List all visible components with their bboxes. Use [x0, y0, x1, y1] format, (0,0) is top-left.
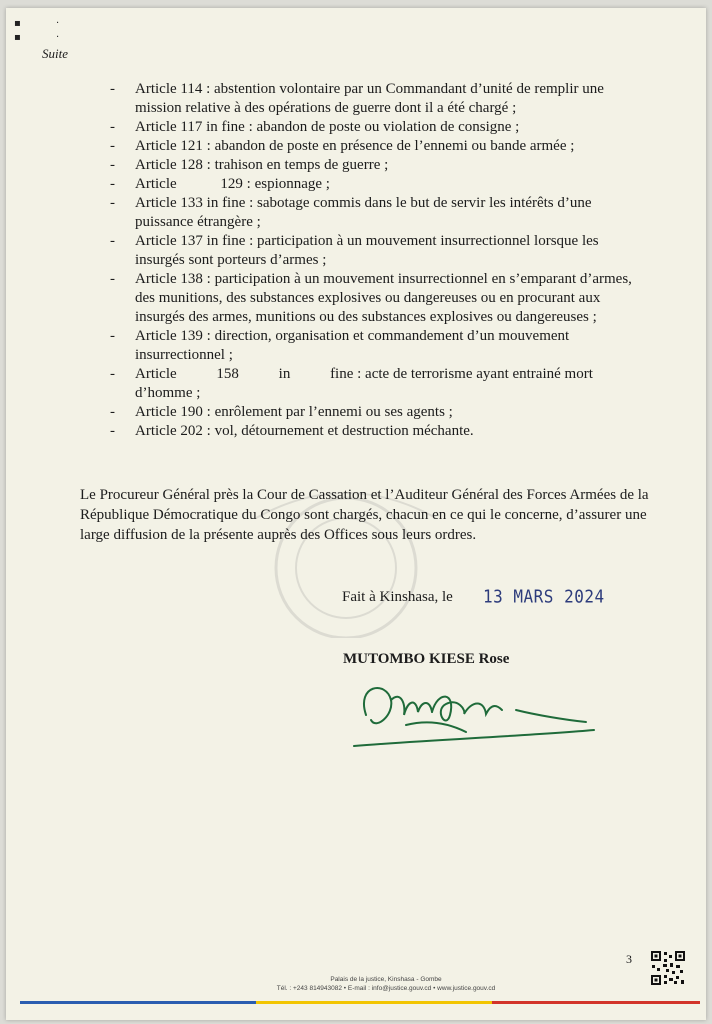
article-text: : trahison en temps de guerre ; [202, 157, 389, 173]
flag-yellow-segment [256, 1001, 492, 1004]
qr-code-icon[interactable] [650, 950, 686, 986]
closing-paragraph: Le Procureur Général près la Cour de Cassation et l’Auditeur Général des Forces Armées de la République Démocratique du Congo sont chargés, chacun en ce qui le concerne, d’assurer une large diffusion de la présente auprès des Offices sous leurs ordres. [80, 487, 649, 543]
article-text: : espionnage ; [242, 176, 330, 192]
page-number: 3 [626, 952, 632, 966]
article-item: - Article 133 in fine : sabotage commis dans le but de servir les intérêts d’une puissance étrangère ; [110, 195, 592, 230]
corner-mark: · [56, 32, 60, 43]
article-ref: Article 137 in fine [135, 233, 246, 249]
article-ref: Article 117 in fine [135, 119, 245, 135]
article-text: : vol, détournement et destruction méchante. [202, 423, 474, 439]
article-item: - Article 139 : direction, organisation et commandement d’un mouvement insurrectionnel ; [110, 328, 570, 363]
article-item: - Article 129 : espionnage ; [110, 176, 330, 192]
article-ref: Article 114 [135, 81, 203, 97]
article-ref: Article 138 [135, 271, 203, 287]
article-item: - Article 114 : abstention volontaire par un Commandant d’unité de remplir une mission relative à des opérations de guerre dont il a été chargé ; [110, 81, 604, 116]
article-ref: Article 133 in fine [135, 195, 246, 211]
article-ref: Article 202 [135, 423, 203, 439]
article-item: - Article 202 : vol, détournement et destruction méchante. [110, 423, 474, 439]
article-text: : participation à un mouvement insurrectionnel en s’emparant d’armes, des munitions, des substances explosives ou dangereuses ou en procurant aux insurgés des armes, munitions ou des substances explosives ou dangereuses ; [135, 271, 632, 325]
article-ref: Article 121 [135, 138, 203, 154]
flag-blue-segment [20, 1001, 256, 1004]
article-item: - Article 137 in fine : participation à un mouvement insurrectionnel lorsque les insurgés sont porteurs d’armes ; [110, 233, 599, 268]
article-ref: Article 158 in fine [135, 366, 354, 382]
article-item: - Article 117 in fine : abandon de poste ou violation de consigne ; [110, 119, 520, 135]
article-text: : enrôlement par l’ennemi ou ses agents ; [202, 404, 453, 420]
article-item: - Article 190 : enrôlement par l’ennemi ou ses agents ; [110, 404, 453, 420]
article-text: : sabotage commis dans le but de servir les intérêts d’une puissance étrangère ; [135, 195, 592, 230]
article-text: : participation à un mouvement insurrectionnel lorsque les insurgés sont porteurs d’armes ; [135, 233, 599, 268]
place-label: Fait à Kinshasa, le [342, 589, 453, 605]
article-item: - Article 138 : participation à un mouvement insurrectionnel en s’emparant d’armes, des munitions, des substances explosives ou dangereuses ou en procurant aux insurgés des armes, munitions ou des substances explosives ou dangereuses ; [110, 271, 632, 325]
article-item: - Article 128 : trahison en temps de guerre ; [110, 157, 389, 173]
article-text: : abandon de poste ou violation de consigne ; [244, 119, 520, 135]
article-ref: Article 190 [135, 404, 203, 420]
article-text: : acte de terrorisme ayant entrainé mort d’homme ; [135, 366, 593, 401]
footer-address: Palais de la justice, Kinshasa - Gombe [330, 976, 442, 983]
document-page [6, 8, 706, 1020]
footer-contact: Tél. : +243 814943082 • E-mail : info@justice.gouv.cd • www.justice.gouv.cd [276, 985, 496, 992]
footer [236, 975, 536, 993]
flag-red-segment [492, 1001, 700, 1004]
corner-mark: · [56, 18, 60, 29]
article-item: - Article 158 in fine : acte de terrorisme ayant entrainé mort d’homme ; [110, 366, 593, 401]
article-text: : direction, organisation et commandement d’un mouvement insurrectionnel ; [135, 328, 570, 363]
article-ref: Article 129 [135, 176, 243, 192]
article-item: - Article 121 : abandon de poste en présence de l’ennemi ou bande armée ; [110, 138, 575, 154]
flag-color-bar [20, 1001, 700, 1004]
corner-mark: ▪ [14, 32, 21, 43]
article-text: : abandon de poste en présence de l’ennemi ou bande armée ; [202, 138, 575, 154]
article-ref: Article 139 [135, 328, 203, 344]
signer-name: MUTOMBO KIESE Rose [343, 651, 510, 667]
article-ref: Article 128 [135, 157, 203, 173]
article-text: : abstention volontaire par un Commandant d’unité de remplir une mission relative à des opérations de guerre dont il a été chargé ; [135, 81, 604, 116]
handwritten-signature [346, 670, 606, 760]
corner-mark: ▪ [14, 18, 21, 29]
continued-label: Suite [42, 46, 68, 61]
date-stamp: 13 MARS 2024 [483, 585, 605, 608]
articles-list [110, 80, 650, 441]
